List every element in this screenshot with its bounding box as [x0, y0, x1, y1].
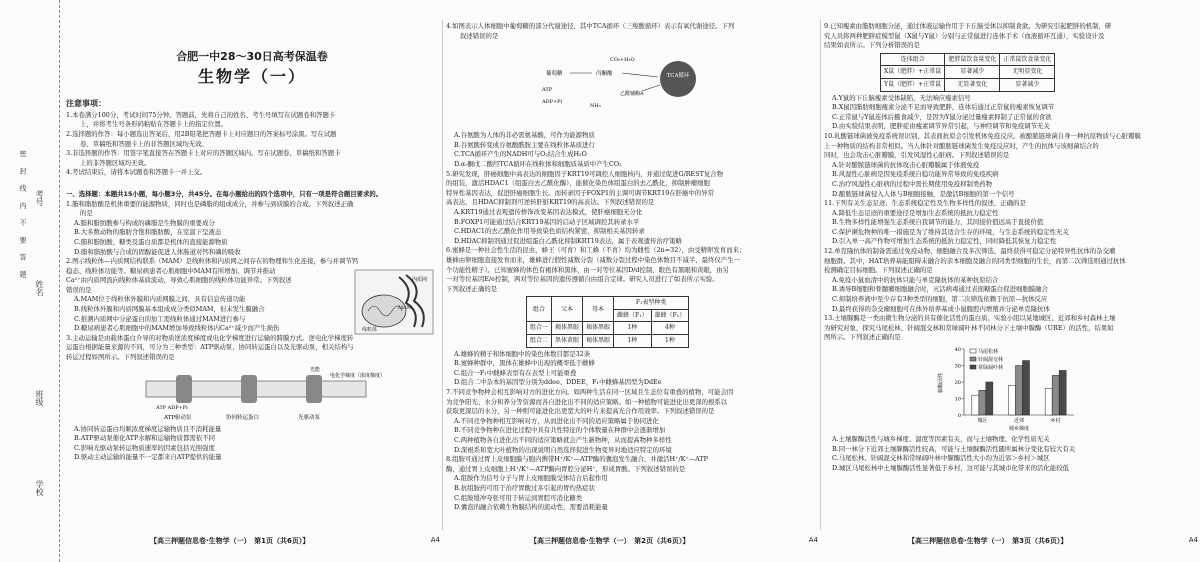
table-cell: 4种 [651, 322, 689, 335]
er-label: 内质网 [412, 277, 428, 284]
q13-option-a: A.土壤脲酶活性与城乡梯度、温度等因素有关，而与土壤物理、化学性质无关 [832, 435, 1050, 443]
mam-label: MAM [398, 305, 412, 312]
q2-stem: 稳态、线粒体功能等。糖尿病患者心肌细胞中MAM有所增加，调节并推动 [66, 266, 276, 275]
q9-option-b: B.X鼠因脂肪细胞瘦素分泌不足而导致肥胖，连体后通过正常鼠的瘦素恢复调节 [832, 103, 1055, 112]
note-line: 上，并将考生号条形码粘贴在答题卡上的指定位置。 [80, 120, 227, 129]
q13-stem: 13.土壤脲酶是一类由微生物分泌的具有催化活性的蛋白质。实验小组以某地城区、近郊和乡村森林土壤 [824, 314, 1116, 323]
y-tick-label: 20 [954, 379, 961, 386]
q2-option-b: B.线粒体外膜和内质网膜基本组成成分类似MAM，但未发生膜融合 [74, 305, 265, 314]
table-cell: X鼠（肥胖）+正常鼠 [881, 66, 945, 79]
mito-label: 线粒体 [362, 327, 378, 334]
paper-size: A4 [1188, 536, 1198, 544]
q5-stem: 高表达，且HDAC抑制剂可逆转肝脏KRT19的高表达。下列叙述错误的是 [446, 198, 655, 207]
q3-option-c: C.影响光驱动泵转运物质速率的因素包括光照强度 [74, 443, 215, 452]
q10-stem: 上一种物质的结构非常相似。当人体针对酿脓链球菌发生免疫反应时，产生的抗体与该细菌结合的 [824, 141, 1099, 150]
q8-stem: 8.组胺可通过胃上皮细胞膜与胞内携带H⁺/K⁺—ATP酶的囊泡发生融合，并激活H⁺/K⁺—ATP [446, 455, 708, 464]
q8-option-b: B.抗组胺药可用于治疗胃酸过多引起的胃灼热症状 [454, 483, 595, 492]
q7-option-c: C.两种植物各自进化出不同的适应策略就会产生新物种，从而提高物种多样性 [454, 436, 672, 444]
legend-label: 常绿阔叶林 [978, 365, 1004, 371]
note-line: 卷、草稿纸和答题卡上的非答题区域均无效。 [80, 139, 208, 148]
table-subheader: 雌蜂（F₁） [614, 309, 652, 322]
table-cell: 褐体黑眼 [583, 335, 614, 348]
fig3-label: 光能 [310, 366, 321, 373]
table-cell: 褐体黑眼 [552, 322, 583, 335]
table-row [881, 66, 1055, 79]
table-cell: 无显著变化 [945, 78, 1000, 91]
q4-option-c: C.TCA循环产生的NADH可与O₂结合生成H₂O [454, 150, 587, 159]
table-row [527, 322, 689, 335]
note-line: 4.考试结束后，请将本试题卷和答题卡一并上交。 [66, 168, 207, 177]
table-header: 父本 [552, 297, 583, 322]
q4-option-b: B.谷氨酸转变成谷氨酸酰胺主要在线粒体基质进行 [454, 140, 595, 149]
q1-option-c: C.脂和脂肪酸、糖类及蛋白质都是机体的直接能源物质 [74, 237, 228, 246]
bar [979, 390, 986, 415]
q8-option-d: D.囊泡的融合依赖生物膜结构的流动性，需要消耗能量 [454, 503, 608, 512]
q10-option-b: B.风湿性心脏病是因免疫系统自稳功能异常导致的免疫疾病 [832, 170, 999, 179]
q13-option-d: D.城区马尾松林中土壤脲酶活性显著低于乡村，这可能与其城市化带来的活化能较低 [832, 463, 1069, 472]
q2-stem: 错误的是 [66, 285, 92, 294]
q5-option-d: D.HDAC抑制剂通过促进组蛋白乙酰化抑制KRT19表达，属于表观遗传治疗策略 [454, 236, 682, 245]
bar [1052, 375, 1059, 415]
q4-option-d: D.α-酮戊二酸经TCA循环在线粒体和细胞质基质中产生CO₂ [454, 159, 622, 168]
q6-option-a: A.雄蜂的精子和体细胞中的染色体数目都是32条 [454, 349, 591, 358]
cotransporter-shape [241, 375, 257, 403]
y-axis-label: 脲酶活性 [938, 372, 944, 394]
legend-label: 马尾松林 [978, 349, 999, 355]
table-cell: Y鼠（肥胖）+正常鼠 [881, 78, 945, 91]
q8-stem: 酶，通过胃上皮细胞上H⁺/K⁺—ATP酶向胃腔分泌H⁺，形成胃酸。下列叙述错误的是 [446, 464, 686, 473]
q6-option-d: D.组合二中杂本的基因型分别为ddee、DDEE，F₁中雌蜂基因型为DdEe [454, 378, 662, 387]
mam-figure [354, 269, 434, 335]
bar [1009, 385, 1016, 415]
notes-list [66, 111, 438, 178]
q8-option-c: C.组胺缓冲夸张可用于转运到胃腔可消化糖类 [454, 493, 583, 502]
table-header: 肥胖鼠饮食量变化 [945, 53, 1000, 66]
q10-option-c: C.治疗风湿性心脏病的过程中需长期使用免疫抑制类药物 [832, 179, 993, 188]
q5-stem: 的组装，激活HDAC1（组蛋白去乙酰化酶），能催化染色体组蛋白的去乙酰化，抑制肿瘤细胞 [446, 179, 710, 188]
q6-stem: 个功能性精子）。已知蜜蜂的体色有褐体和黑体，由一对等位基因D/d控制，眼色有黑眼和黄眼，由另 [446, 265, 729, 274]
table-header: 母本 [583, 297, 614, 322]
q1-option-a: A.脂和脂肪酸参与构成的磷脂是生物膜的重要成分 [74, 218, 215, 227]
paper-size: A4 [808, 536, 818, 544]
mitochondrion-shape [362, 295, 406, 327]
table-cell: 1种 [614, 335, 652, 348]
q12-option-a: A.免疫小鼠血清中的抗体只能与单克隆抗体的某种抗原结合 [832, 275, 999, 284]
fig4-label: NH₃ [590, 103, 601, 110]
fig3-label: ATP ADP+Pi [156, 404, 188, 411]
q3-stem: 运蛋白根据能量来源的不同，可分为三种类型：ATP驱动泵、协同转运蛋白以及光驱动泵，相关结构与 [66, 343, 354, 352]
fig3-label: 协同转运蛋白 [226, 414, 260, 421]
page-2 [446, 22, 816, 542]
q9-stem: 9.已知瘦素由脂肪细胞分泌，通过体液运输作用于下丘脑受体以抑制食欲。为研究引起肥胖的机制，研 [824, 22, 1112, 30]
question-9 [824, 22, 1196, 132]
q11-stem: 11.下列有关生态足迹、生态系统稳定性及生物多样性的叙述，正确的是 [824, 199, 1026, 208]
table-subheader: 雄蜂（F₁） [651, 309, 689, 322]
transport-figure [66, 363, 438, 425]
q7-option-a: A.不同竞争物种相互影响对方，从而进化出不同的适应策略属于协同进化 [454, 416, 659, 425]
column-divider [820, 20, 821, 530]
q12-stem: 12.单克隆抗体的制备需通过免疫动物、细胞融合及多次筛选，最终获得可稳定分泌特异性抗体的杂交瘤 [824, 247, 1116, 256]
note-line: 3.非选择题的作答：用签字笔直接答在答题卡上对应的答题区域内。写在试题卷、草稿纸和答题卡 [66, 149, 341, 158]
paper-size: A4 [430, 536, 440, 544]
bar [1016, 366, 1023, 416]
table-cell: 黑体黄眼 [552, 335, 583, 348]
question-10 [824, 132, 1196, 199]
q11-option-b: B.生物多样性能增强生态系统自我调节的能力，其间接价值远高于直接价值 [832, 218, 1044, 227]
x-axis-label: 城乡梯度 [1008, 426, 1030, 432]
q8-option-a: A.组胺作为信号分子与胃上皮细胞膜受体结合后起作用 [454, 474, 608, 483]
q11-option-a: A.降低生态足迹的重要途径是增加生态系统的抵抗力稳定性 [832, 208, 999, 217]
table-cell: 组合二 [527, 335, 552, 348]
fig4-label: 乙酰辅酶A [620, 91, 644, 98]
y-tick-label: 40 [954, 346, 961, 353]
page-3-footer [908, 536, 1198, 548]
table-row [527, 335, 689, 348]
q12-option-c: C.抑制培养液中至少存有3种类型的细胞，第二次筛选依赖于抗原—抗体反应 [832, 295, 1048, 304]
note-line: 1.本卷满分100分，考试时间75分钟。答题前，先将自己的姓名、考生号填写在试题卷和答题卡 [66, 110, 336, 119]
q7-stem: 为竞争阳光、水分和养分等资源而各自进化出不同的适应策略。如一种植物可能进化出更深的根系以 [446, 397, 728, 406]
table-cell: 组合一 [527, 322, 552, 335]
q7-option-b: B.不同竞争物种在进化过程中具有共性特征的个体数量在种群中会逐渐增加 [454, 426, 666, 435]
q6-stem: 6.蜜蜂是一种社会性生活的昆虫，蜂王（可育）和工蜂（不育）均为雌性（2n=32），由受精卵发育而来； [446, 246, 746, 255]
fig4-label: CO₂+H₂O [610, 57, 635, 64]
q9-stem: 结果如表所示。下列分析错误的是 [824, 41, 920, 50]
question-13 [824, 314, 1196, 473]
y-tick-label: 10 [954, 396, 961, 403]
q2-option-c: C.推测内质网中分泌蛋白的加工需线粒体通过MAM进行参与 [74, 314, 246, 323]
fig3-label: ATP驱动泵 [164, 414, 192, 421]
subject-title: 生物学（一） [197, 66, 306, 86]
q6-stem: 雄蜂由卵细胞直接发育而来，雄蜂进行假性减数分裂（减数分裂过程中染色体数目不减半，最终仅产生一 [446, 255, 740, 264]
fig3-label: 光驱动泵 [298, 414, 321, 421]
q13-option-c: C.马尾松林、针阔混交林和常绿阔叶林中脲酶活性大小均为近郊＞乡村＞城区 [832, 454, 1050, 463]
q3-option-d: D.驱动主动运输的能量不一定都来自ATP提供的能量 [74, 453, 222, 462]
q2-option-d: D.糖尿病患者心肌细胞中的MAM增加导致线粒体内Ca²⁺减少而产生损伤 [74, 324, 280, 333]
x-tick-label: 乡村 [1050, 418, 1061, 424]
q9-option-c: C.正常鼠与Y鼠连体后摄食减少，是因为Y鼠分泌过量瘦素抑制了正常鼠的食欲 [832, 112, 1052, 121]
q10-option-d: D.酿脓链球菌侵入人体与B细胞接触，是激活B细胞的第一个信号 [832, 189, 1015, 198]
table-cell: 显著减少 [1000, 78, 1055, 91]
q9-table [880, 53, 1055, 92]
light-pump-shape [306, 375, 322, 403]
page-2-footer [530, 536, 818, 548]
q3-stem: 转运过程如图所示。下列叙述错误的是 [66, 353, 175, 362]
q1-option-b: B.大多数动物的脂肪含饱和脂肪酸，在室温下呈液态 [74, 228, 222, 237]
tca-label: TCA循环 [666, 73, 690, 80]
notes-title: 注意事项： [66, 99, 106, 109]
question-7 [446, 388, 816, 455]
q5-stem: 特异性基因表达，促进肝癌细胞生长。而转录因子FOXP1的主调可调节KRT19在肝癌中的异常 [446, 188, 715, 197]
q4-stem: 叙述错误的是 [460, 31, 499, 40]
q6-option-b: B.蜜蜂种群中，黑体在雄蜂中出现的概率低于雌蜂 [454, 359, 595, 368]
q10-stem: 同时，也会攻击心脏瓣膜，引发风湿性心脏病。下列叙述错误的是 [824, 151, 1010, 160]
bar [1059, 370, 1066, 415]
q2-option-a: A.MAM位于线粒体外膜和内质网膜之间，具有信息传递功能 [74, 295, 246, 304]
q10-option-a: A.针对酿脓链球菌的抗体攻击心脏瓣膜属于体液免疫 [832, 160, 980, 169]
q5-stem: 5.研究发现，肝癌细胞中高表达的细胞因子KRT19可调控人细胞核内，并通过促进G/REST复合物 [446, 169, 724, 178]
fig4-label: 丙酮酸 [596, 71, 613, 78]
fig4-label: 葡萄糖 [546, 71, 563, 78]
q3-stem: 3.主动运输是由载体蛋白介导的对物质逆浓度梯度或电化学梯度进行运输的跨膜方式。逆电化学梯度转 [66, 333, 354, 342]
fig3-label: 电化学梯度（浓度梯度） [330, 372, 386, 379]
question-6 [446, 246, 816, 388]
q12-stem: 检测确定目标细胞。下列叙述正确的是 [824, 266, 933, 275]
q4-option-a: A.谷氨酸为人体的非必需氨基酸，可作为能源物质 [454, 131, 595, 140]
exam-no-label: 考号 [35, 190, 44, 206]
legend-swatch [970, 365, 976, 369]
question-12 [824, 247, 1196, 314]
q1-stem: 1.脂和脂肪酸是机体重要的能源物质，同时也是磷脂的组成成分，并参与到质膜的合成。下列叙述正确 [66, 199, 354, 208]
table-cell: 褐体黑眼 [583, 322, 614, 335]
y-tick-label: 30 [954, 363, 961, 370]
q7-stem: 7.不同竞争物种会相互影响对方的进化方向。如两种生活在同一区域且生态位有重叠的植物，可能会因 [446, 388, 734, 397]
q9-option-d: D.由实验结果表明，肥胖症由瘦素调节异常引起，与神经调节和免疫调节无关 [832, 122, 1050, 131]
tca-cycle-shape [660, 61, 696, 97]
bar [1045, 389, 1052, 415]
page-1-footer [150, 536, 440, 548]
table-cell: 1种 [614, 322, 652, 335]
q7-stem: 获取更深层的水分，另一种则可能进化出更宽大的叶片来提高光合作用效率。下列叙述错误的是 [446, 407, 715, 416]
q6-table [526, 296, 689, 347]
q4-stem: 4.如图表示人体细胞中葡萄糖的部分代谢途径，其中TCA循环（三羧酸循环）表示有氧代谢途径。下列 [446, 22, 735, 30]
q6-stem: 一对等位基因E/e控制，两对等位基因的遗传遵循自由组合定律。研究人员进行了如表所示实验。 [446, 275, 719, 284]
bar [986, 382, 993, 415]
q6-stem: 下列叙述正确的是 [446, 284, 498, 293]
y-tick-label: 0 [957, 412, 961, 419]
bar [972, 395, 979, 415]
x-tick-label: 城区 [977, 418, 988, 424]
school-label: 学校 [35, 480, 44, 496]
q9-option-a: A.Y鼠的下丘脑瘦素受体缺陷，无法响应瘦素信号 [832, 93, 971, 102]
q11-option-d: D.引入单一高产作物可增加生态系统的抵抗力稳定性，同时降低其恢复力稳定性 [832, 237, 1057, 246]
q5-option-a: A.KRT19通过表观遗传修饰改变基因表达模式，使肝癌细胞无分化 [454, 207, 643, 216]
table-header: F₁表型种类 [614, 297, 689, 310]
footer-text: 【高三押题信息卷·生物学（一） 第3页（共6页）】 [908, 537, 1068, 545]
name-label: 姓名 [35, 280, 44, 296]
x-tick-label: 近郊 [1013, 418, 1025, 424]
q12-stem: 细胞群。其中，HAT培养基能阻碍未融合的亲本细胞及融合的同类型细胞的生长，而第二次筛选则通过抗体 [824, 256, 1126, 265]
footer-text: 【高三押题信息卷·生物学（一） 第2页（共6页）】 [530, 537, 690, 545]
metabolism-figure [446, 41, 816, 131]
page-3 [824, 22, 1196, 542]
atp-pump-shape [176, 375, 192, 403]
note-line: 2.选择题的作答：每小题选出答案后，用2B铅笔把答题卡上对应题目的答案标号涂黑。写在试题 [66, 129, 337, 138]
q3-option-b: B.ATP驱动泵催化ATP水解和运输物质都需依不同 [74, 434, 216, 443]
q7-option-d: D.深根系和宽大叶植物的出现说明自然选择促进生物变异对地适应特定的环境 [454, 445, 672, 454]
legend-swatch [970, 357, 976, 361]
legend-label: 针阔混交林 [978, 357, 1004, 363]
legend-swatch [970, 349, 976, 353]
question-4 [446, 22, 816, 170]
q6-option-c: C.组合一F₁中雌蜂表型有在表型上可能重叠 [454, 368, 577, 377]
seal-line-text: 密 封 线 内 不 要 答 题 [19, 150, 27, 282]
q2-stem: Ca²⁺由内质网流向线粒体基质流动，导致心肌细胞的线粒体功能异常。下列叙述 [66, 276, 292, 285]
question-11 [824, 199, 1196, 247]
table-row [881, 78, 1055, 91]
q13-option-b: B.同一林分下近郊土壤脲酶活性较高，可能与土壤脲酶活性随所属林分变化有较大有关 [832, 444, 1076, 453]
q1-option-d: D.脂和脂肪酸与合成的固醇能促进人体肠道对钙和磷的吸收 [74, 247, 241, 256]
q5-option-b: B.FOXP1可能通过结合KRT19基因的启动子区域调控其转录水平 [454, 217, 640, 226]
bar [1023, 361, 1030, 415]
fig4-label: ADP+Pi [542, 99, 563, 106]
table-header: 正常鼠饮食量变化 [1000, 53, 1055, 66]
q1-stem: 的是 [80, 209, 93, 218]
section-heading: 一、选择题：本题共15小题，每小题3分，共45分。在每小题给出的四个选项中，只有一项是符合题目要求的。 [66, 189, 383, 198]
table-cell: 显著减少 [945, 66, 1000, 79]
page-1 [66, 22, 438, 542]
note-line: 上的非答题区域均无效。 [80, 158, 151, 167]
q10-stem: 10.乳酸链球菌被免疫系统误识别，其表面抗原会引发机体免疫反应。被酿脓链球菌自身一种抗原物质与心脏瓣膜 [824, 131, 1141, 140]
question-1 [66, 200, 438, 258]
question-2 [66, 257, 438, 334]
table-cell: 无明显变化 [1000, 66, 1055, 79]
footer-text: 【高三押题信息卷·生物学（一） 第1页（共6页）】 [150, 537, 310, 545]
column-divider [442, 20, 443, 530]
q11-option-c: C.保护濒危物种的唯一措施是为了维持其适合生存的环境，与生态系统的稳定性无关 [832, 227, 1069, 236]
binding-strip [0, 0, 60, 562]
q9-stem: 究人员将两种肥胖症模型鼠（X鼠与Y鼠）分别与正常鼠进行连体手术（血液循环互通），实验设计及 [824, 31, 1105, 40]
q13-stem: 为研究对象，探究马尾松林、针阔混交林和常绿阔叶林不同林分下土壤中脲酶（URE）的活性，结果如 [824, 323, 1114, 332]
q2-stem: 2.图示线粒体—内质网结构联系（MAM）是线粒体和内质网之间存在的物理和生化连接，参与并调节钙 [66, 257, 359, 266]
q12-option-b: B.诱导B细胞和骨髓瘤细胞融合时，灭活病毒通过表面糖蛋白促进细胞膜融合 [832, 285, 1048, 294]
class-label: 班级 [35, 390, 44, 406]
exam-header: 合肥一中28～30日高考保温卷 [176, 50, 328, 63]
q12-option-d: D.最终获得的杂交瘤细胞可在体外培养基或小鼠腹腔内增殖并分泌单克隆抗体 [832, 304, 1050, 313]
question-3 [66, 334, 438, 463]
q13-stem: 图所示。下列叙述正确的是 [824, 333, 901, 342]
table-header: 连体组合 [881, 53, 945, 66]
table-cell: 1种 [651, 335, 689, 348]
q3-option-a: A.协同转运蛋白均顺浓度梯度运输物质且不消耗能量 [74, 424, 222, 433]
fig4-label: ATP [542, 87, 553, 94]
table-header: 组合 [527, 297, 552, 322]
question-8 [446, 455, 816, 513]
q5-option-c: C.HDAC1的去乙酰化作用导致染色质结构紧密，抑制相关基因转录 [454, 227, 645, 236]
question-5 [446, 170, 816, 247]
urease-bar-chart [934, 343, 1114, 435]
